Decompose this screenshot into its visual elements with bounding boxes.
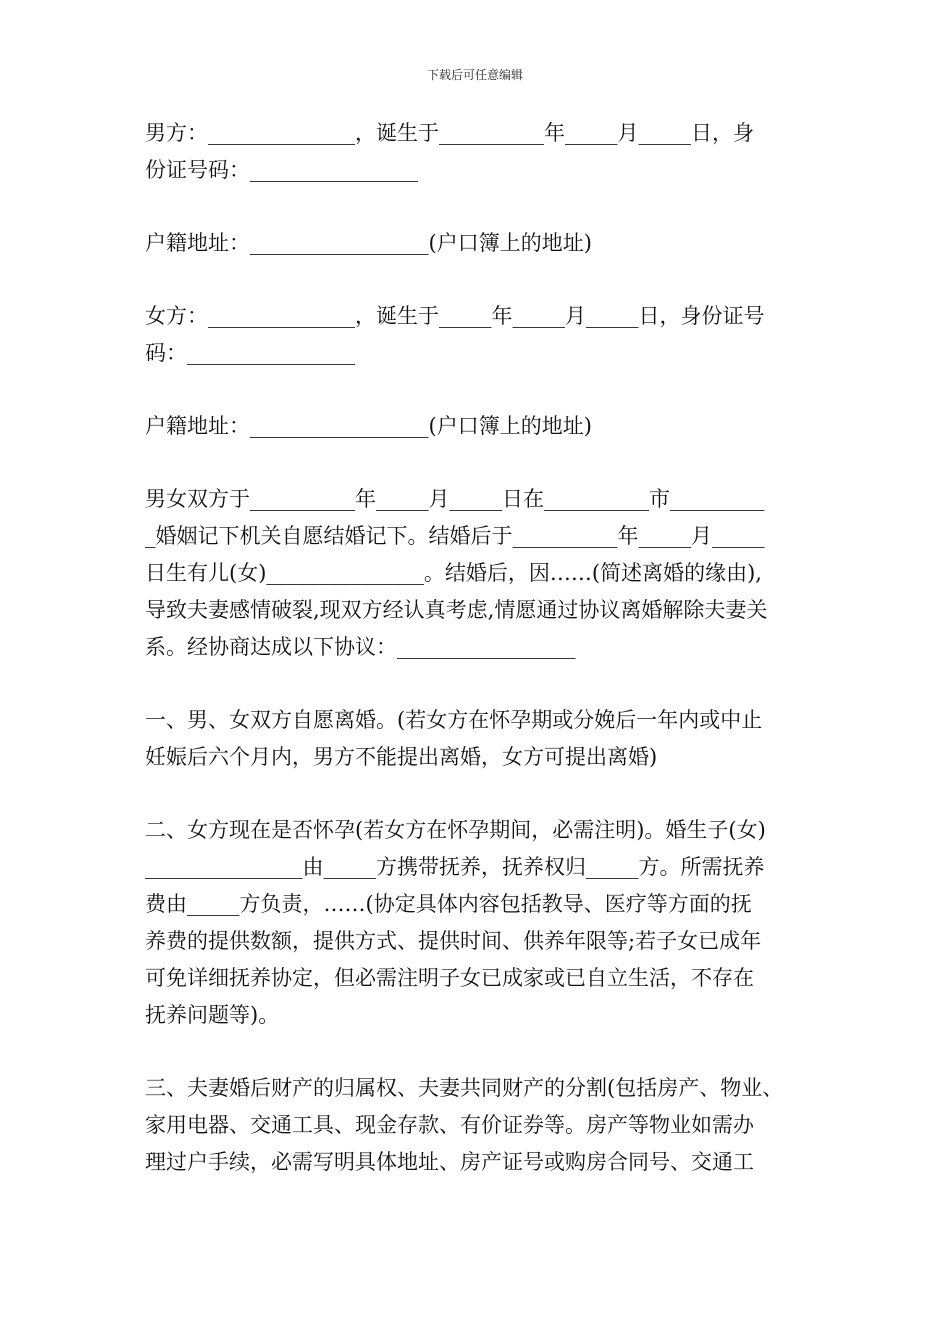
- paragraph-line: 抚养问题等)。: [145, 1003, 280, 1027]
- paragraph-line: 份证号码：________________: [145, 158, 418, 182]
- paragraph-line: 系。经协商达成以下协议：_________________: [145, 635, 576, 659]
- agreement-paragraph: [145, 1070, 810, 1181]
- paragraph-line: _______________由_____方携带抚养，抚养权归_____方。所需抚养: [145, 855, 765, 879]
- paragraph-line: 家用电器、交通工具、现金存款、有价证券等。房产等物业如需办: [145, 1113, 754, 1137]
- agreement-paragraph: [145, 481, 810, 666]
- paragraph-line: 户籍地址：_________________(户口簿上的地址): [145, 231, 592, 255]
- paragraph-line: 养费的提供数额，提供方式、提供时间、供养年限等;若子女已成年: [145, 929, 762, 953]
- agreement-paragraph: [145, 298, 810, 372]
- paragraph-line: 男方：______________，诞生于__________年_____月_____日，身: [145, 121, 754, 145]
- paragraph-line: 二、女方现在是否怀孕(若女方在怀孕期间，必需注明)。婚生子(女): [145, 818, 766, 842]
- paragraph-line: 户籍地址：_________________(户口簿上的地址): [145, 414, 592, 438]
- paragraph-line: 一、男、女双方自愿离婚。(若女方在怀孕期或分娩后一年内或中止: [145, 708, 763, 732]
- document-body: [145, 115, 810, 1217]
- paragraph-line: 日生有儿(女)_______________。结婚后，因……(简述离婚的缘由),: [145, 561, 762, 585]
- agreement-paragraph: [145, 408, 810, 445]
- paragraph-line: 女方：______________，诞生于_____年_____月_____日，身份证号: [145, 304, 765, 328]
- paragraph-line: 妊娠后六个月内，男方不能提出离婚，女方可提出离婚): [145, 745, 658, 769]
- agreement-paragraph: [145, 702, 810, 776]
- paragraph-line: 码：________________: [145, 341, 355, 365]
- agreement-paragraph: [145, 115, 810, 189]
- paragraph-line: 三、夫妻婚后财产的归属权、夫妻共同财产的分割(包括房产、物业、: [145, 1076, 784, 1100]
- paragraph-line: 费由_____方负责，……(协定具体内容包括教导、医疗等方面的抚: [145, 892, 752, 916]
- paragraph-line: 可免详细抚养协定，但必需注明子女已成家或已自立生活，不存在: [145, 966, 754, 990]
- paragraph-line: 导致夫妻感情破裂,现双方经认真考虑,情愿通过协议离婚解除夫妻关: [145, 598, 768, 622]
- agreement-paragraph: [145, 225, 810, 262]
- page-header: 下载后可任意编辑: [426, 68, 523, 82]
- paragraph-line: _婚姻记下机关自愿结婚记下。结婚后于__________年_____月_____: [145, 524, 765, 548]
- paragraph-line: 理过户手续，必需写明具体地址、房产证号或购房合同号、交通工: [145, 1150, 754, 1174]
- agreement-paragraph: [145, 812, 810, 1034]
- paragraph-line: 男女双方于__________年_____月_____日在__________市_________: [145, 487, 765, 511]
